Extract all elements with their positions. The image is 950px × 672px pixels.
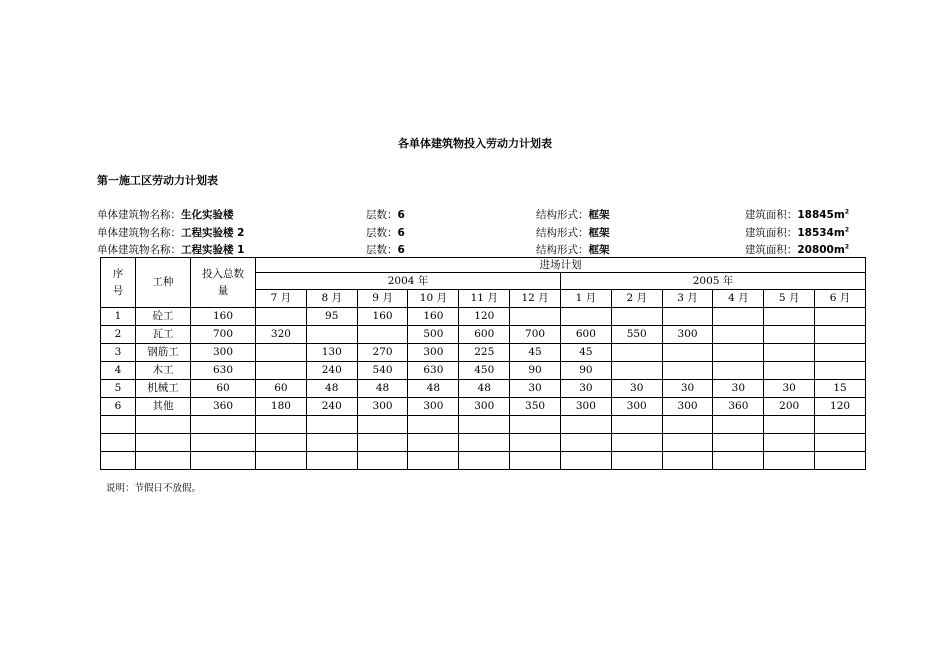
floors-value: 6 <box>397 209 405 221</box>
month-value-cell <box>560 452 611 470</box>
month-value-cell <box>256 308 307 326</box>
floors-value: 6 <box>397 227 405 239</box>
building-name: 工程实验楼 1 <box>181 244 245 256</box>
month-value-cell: 500 <box>408 326 459 344</box>
table-row <box>101 398 866 416</box>
month-value-cell <box>611 344 662 362</box>
month-value-cell <box>713 434 764 452</box>
floors-field <box>366 207 405 222</box>
month-value-cell <box>764 416 815 434</box>
month-value-cell: 30 <box>510 380 561 398</box>
month-value-cell <box>560 434 611 452</box>
month-value-cell <box>713 326 764 344</box>
footnote: 说明：节假日不放假。 <box>106 483 202 494</box>
month-value-cell: 120 <box>459 308 510 326</box>
month-value-cell <box>713 362 764 380</box>
month-value-cell <box>611 308 662 326</box>
month-value-cell <box>662 362 713 380</box>
header-schedule: 进场计划 <box>256 258 866 273</box>
month-value-cell <box>560 308 611 326</box>
month-header: 8 月 <box>306 290 357 308</box>
month-value-cell <box>408 416 459 434</box>
structure-field <box>536 242 610 257</box>
floors-label: 层数： <box>366 244 398 256</box>
trade-cell: 其他 <box>136 398 191 416</box>
month-value-cell <box>764 434 815 452</box>
month-value-cell: 300 <box>662 398 713 416</box>
structure-value: 框架 <box>588 209 610 221</box>
month-value-cell <box>256 416 307 434</box>
month-value-cell <box>611 362 662 380</box>
table-row <box>101 434 866 452</box>
month-value-cell: 300 <box>408 398 459 416</box>
month-value-cell <box>611 416 662 434</box>
month-value-cell <box>459 434 510 452</box>
month-value-cell <box>357 452 408 470</box>
month-value-cell <box>306 452 357 470</box>
trade-cell <box>136 452 191 470</box>
month-value-cell <box>256 452 307 470</box>
section-title: 第一施工区劳动力计划表 <box>97 174 218 187</box>
month-value-cell <box>510 308 561 326</box>
table-row <box>101 452 866 470</box>
total-cell: 360 <box>191 398 256 416</box>
month-value-cell: 540 <box>357 362 408 380</box>
month-value-cell <box>357 434 408 452</box>
total-cell: 60 <box>191 380 256 398</box>
table-row <box>101 326 866 344</box>
structure-label: 结构形式： <box>536 244 589 256</box>
seq-cell <box>101 452 136 470</box>
month-value-cell: 30 <box>713 380 764 398</box>
seq-cell: 1 <box>101 308 136 326</box>
total-cell <box>191 416 256 434</box>
building-name-label: 单体建筑物名称： <box>97 244 181 256</box>
building-name-label: 单体建筑物名称： <box>97 227 181 239</box>
seq-cell <box>101 416 136 434</box>
month-value-cell <box>611 434 662 452</box>
floors-label: 层数： <box>366 209 398 221</box>
month-value-cell <box>510 416 561 434</box>
month-value-cell <box>357 416 408 434</box>
month-value-cell <box>815 434 866 452</box>
month-header: 4 月 <box>713 290 764 308</box>
month-value-cell <box>815 416 866 434</box>
building-name: 工程实验楼 2 <box>181 227 245 239</box>
month-value-cell: 200 <box>764 398 815 416</box>
month-value-cell <box>713 308 764 326</box>
labor-plan-table <box>100 257 866 470</box>
month-value-cell <box>815 344 866 362</box>
structure-label: 结构形式： <box>536 227 589 239</box>
floors-label: 层数： <box>366 227 398 239</box>
month-value-cell <box>510 452 561 470</box>
month-value-cell: 600 <box>560 326 611 344</box>
header-seq-text: 序号 <box>112 267 124 297</box>
month-value-cell <box>306 326 357 344</box>
month-value-cell: 350 <box>510 398 561 416</box>
table-row <box>101 362 866 380</box>
month-value-cell <box>713 452 764 470</box>
month-value-cell: 90 <box>560 362 611 380</box>
building-name-field <box>97 242 244 257</box>
month-value-cell: 240 <box>306 398 357 416</box>
seq-cell: 6 <box>101 398 136 416</box>
month-value-cell <box>815 326 866 344</box>
trade-cell <box>136 434 191 452</box>
trade-cell: 钢筋工 <box>136 344 191 362</box>
month-value-cell: 700 <box>510 326 561 344</box>
month-value-cell: 60 <box>256 380 307 398</box>
month-value-cell <box>662 344 713 362</box>
month-header: 6 月 <box>815 290 866 308</box>
month-header: 5 月 <box>764 290 815 308</box>
total-cell <box>191 434 256 452</box>
month-value-cell: 270 <box>357 344 408 362</box>
structure-value: 框架 <box>588 227 610 239</box>
area-unit-superscript: 2 <box>844 208 849 216</box>
area-unit-superscript: 2 <box>844 243 849 251</box>
seq-cell: 4 <box>101 362 136 380</box>
month-value-cell <box>764 362 815 380</box>
month-value-cell: 360 <box>713 398 764 416</box>
seq-cell: 2 <box>101 326 136 344</box>
month-value-cell: 30 <box>764 380 815 398</box>
table-row <box>101 416 866 434</box>
month-value-cell <box>611 452 662 470</box>
month-value-cell: 600 <box>459 326 510 344</box>
month-value-cell <box>713 416 764 434</box>
total-cell: 300 <box>191 344 256 362</box>
month-header: 10 月 <box>408 290 459 308</box>
building-name-field <box>97 225 244 240</box>
month-header: 3 月 <box>662 290 713 308</box>
building-name-label: 单体建筑物名称： <box>97 209 181 221</box>
month-value-cell <box>256 434 307 452</box>
trade-cell <box>136 416 191 434</box>
month-header: 2 月 <box>611 290 662 308</box>
month-value-cell: 300 <box>662 326 713 344</box>
month-header: 7 月 <box>256 290 307 308</box>
area-field <box>745 225 849 240</box>
month-value-cell <box>764 452 815 470</box>
seq-cell: 3 <box>101 344 136 362</box>
month-value-cell: 48 <box>306 380 357 398</box>
structure-value: 框架 <box>588 244 610 256</box>
month-value-cell: 300 <box>357 398 408 416</box>
month-value-cell: 90 <box>510 362 561 380</box>
month-value-cell: 45 <box>510 344 561 362</box>
area-value: 20800m <box>797 244 845 256</box>
month-value-cell: 450 <box>459 362 510 380</box>
seq-cell <box>101 434 136 452</box>
month-value-cell: 630 <box>408 362 459 380</box>
month-value-cell: 30 <box>611 380 662 398</box>
trade-cell: 木工 <box>136 362 191 380</box>
total-cell: 700 <box>191 326 256 344</box>
document-title: 各单体建筑物投入劳动力计划表 <box>398 137 552 150</box>
month-value-cell: 30 <box>560 380 611 398</box>
month-value-cell <box>815 362 866 380</box>
building-info-row <box>0 225 950 241</box>
month-value-cell: 160 <box>357 308 408 326</box>
area-value: 18534m <box>797 227 845 239</box>
month-value-cell: 240 <box>306 362 357 380</box>
total-cell: 160 <box>191 308 256 326</box>
total-cell <box>191 452 256 470</box>
month-value-cell <box>459 416 510 434</box>
month-header: 9 月 <box>357 290 408 308</box>
header-trade: 工种 <box>136 258 191 308</box>
month-value-cell: 320 <box>256 326 307 344</box>
month-value-cell: 30 <box>662 380 713 398</box>
area-label: 建筑面积： <box>744 227 798 239</box>
month-value-cell: 48 <box>357 380 408 398</box>
month-value-cell <box>459 452 510 470</box>
building-info-row <box>0 207 950 223</box>
trade-cell: 砼工 <box>136 308 191 326</box>
month-value-cell <box>256 362 307 380</box>
month-value-cell <box>662 416 713 434</box>
month-value-cell <box>764 344 815 362</box>
month-value-cell: 95 <box>306 308 357 326</box>
header-year-2004: 2004 年 <box>256 273 561 290</box>
month-value-cell <box>662 434 713 452</box>
table-row <box>101 308 866 326</box>
month-value-cell <box>510 434 561 452</box>
area-value: 18845m <box>797 209 845 221</box>
area-label: 建筑面积： <box>744 209 798 221</box>
month-value-cell: 160 <box>408 308 459 326</box>
month-header: 1 月 <box>560 290 611 308</box>
header-total-text: 投入总数量 <box>202 267 244 297</box>
month-value-cell: 180 <box>256 398 307 416</box>
month-value-cell <box>560 416 611 434</box>
month-value-cell: 300 <box>459 398 510 416</box>
month-value-cell: 225 <box>459 344 510 362</box>
area-unit-superscript: 2 <box>844 226 849 234</box>
floors-field <box>366 225 405 240</box>
total-cell: 630 <box>191 362 256 380</box>
table-row <box>101 344 866 362</box>
seq-cell: 5 <box>101 380 136 398</box>
month-value-cell <box>408 434 459 452</box>
month-value-cell: 45 <box>560 344 611 362</box>
month-value-cell <box>662 308 713 326</box>
month-value-cell: 48 <box>459 380 510 398</box>
area-label: 建筑面积： <box>744 244 798 256</box>
month-value-cell: 15 <box>815 380 866 398</box>
building-info-row <box>0 242 950 258</box>
floors-field <box>366 242 405 257</box>
month-value-cell <box>662 452 713 470</box>
month-value-cell <box>357 326 408 344</box>
month-value-cell: 130 <box>306 344 357 362</box>
header-total <box>191 258 256 308</box>
month-value-cell <box>713 344 764 362</box>
area-field <box>745 242 849 257</box>
structure-field <box>536 225 610 240</box>
month-value-cell <box>306 434 357 452</box>
structure-field <box>536 207 610 222</box>
structure-label: 结构形式： <box>536 209 589 221</box>
building-name-field <box>97 207 234 222</box>
month-value-cell <box>764 326 815 344</box>
month-value-cell: 300 <box>560 398 611 416</box>
trade-cell: 瓦工 <box>136 326 191 344</box>
month-value-cell: 120 <box>815 398 866 416</box>
month-value-cell <box>256 344 307 362</box>
month-value-cell: 300 <box>408 344 459 362</box>
month-value-cell <box>815 308 866 326</box>
trade-cell: 机械工 <box>136 380 191 398</box>
month-header: 11 月 <box>459 290 510 308</box>
month-value-cell: 300 <box>611 398 662 416</box>
month-value-cell: 48 <box>408 380 459 398</box>
month-value-cell <box>306 416 357 434</box>
header-year-2005: 2005 年 <box>560 273 865 290</box>
area-field <box>745 207 849 222</box>
table-row <box>101 380 866 398</box>
floors-value: 6 <box>397 244 405 256</box>
month-value-cell <box>764 308 815 326</box>
month-value-cell <box>408 452 459 470</box>
month-value-cell <box>815 452 866 470</box>
month-header: 12 月 <box>510 290 561 308</box>
building-name: 生化实验楼 <box>181 209 234 221</box>
header-seq <box>101 258 136 308</box>
month-value-cell: 550 <box>611 326 662 344</box>
